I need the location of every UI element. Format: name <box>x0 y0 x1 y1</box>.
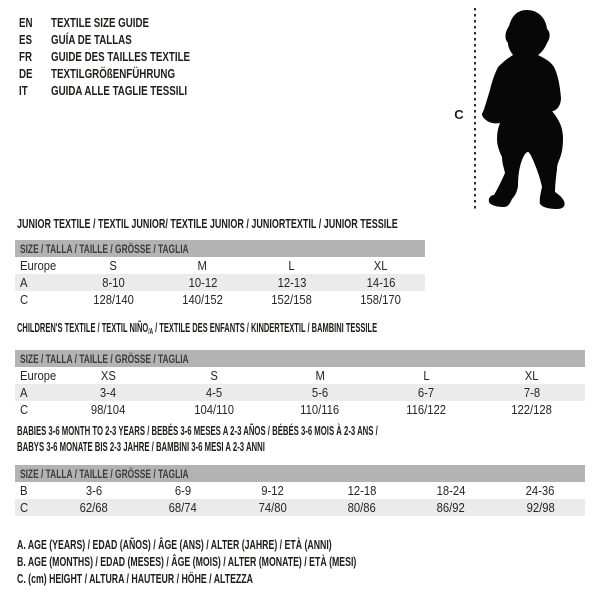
cell-value: 122/128 <box>511 402 553 417</box>
value-cell <box>496 499 585 516</box>
cell-value: 12-18 <box>347 483 377 498</box>
row-label-cell <box>15 291 69 308</box>
babies-section-heading <box>17 423 599 455</box>
value-cell <box>158 274 247 291</box>
language-code: ES <box>19 32 33 47</box>
row-label: C <box>20 402 29 417</box>
size-header-text: SIZE / TALLA / TAILLE / GRÖSSE / TAGLIA <box>20 351 189 366</box>
size-value: L <box>422 368 430 383</box>
value-cell <box>69 274 158 291</box>
language-title: GUIDE DES TAILLES TEXTILE <box>51 49 191 64</box>
cell-value: 6-9 <box>174 483 192 498</box>
footnote-legend <box>17 537 502 588</box>
cell-value: 8-10 <box>102 275 125 290</box>
value-cell <box>228 499 317 516</box>
size-cell <box>55 367 161 384</box>
value-cell <box>69 291 158 308</box>
footnote-b <box>17 554 502 571</box>
value-cell <box>406 499 495 516</box>
size-cell <box>161 367 267 384</box>
language-code: EN <box>19 15 33 30</box>
cell-value: 152/158 <box>271 292 312 307</box>
footnote-a <box>17 537 502 554</box>
footnote-c-text: C. (cm) HEIGHT / ALTURA / HAUTEUR / HÖHE / ALTEZZA <box>17 572 253 586</box>
language-code: IT <box>19 83 28 98</box>
value-cell <box>55 401 161 418</box>
value-cell <box>138 482 227 499</box>
cell-value: 110/116 <box>300 402 340 417</box>
language-title: TEXTILGRÖßENFÜHRUNG <box>51 66 176 81</box>
value-cell <box>406 482 495 499</box>
row-label-cell <box>15 367 55 384</box>
children-heading-part2: / TEXTILE DES ENFANTS / KINDERTEXTIL / BAMBINI TESSILE <box>153 321 378 335</box>
cell-value: 7-8 <box>523 385 541 400</box>
table-row-c <box>15 291 425 308</box>
junior-heading-text: JUNIOR TEXTILE / TEXTIL JUNIOR/ TEXTILE JUNIOR / JUNIORTEXTIL / JUNIOR TESSILE <box>17 217 398 231</box>
row-label: C <box>20 292 29 307</box>
children-size-table <box>15 350 585 418</box>
footnote-b-text: B. AGE (MONTHS) / EDAD (MESES) / ÂGE (MOIS) / ALTER (MONATE) / ETÀ (MESI) <box>17 555 357 569</box>
size-value: XL <box>525 368 539 383</box>
value-cell <box>267 401 373 418</box>
babies-size-table <box>15 465 585 516</box>
table-row-europe <box>15 367 585 384</box>
cell-value: 86/92 <box>436 500 466 515</box>
language-row <box>19 82 229 99</box>
row-label: B <box>20 483 28 498</box>
value-cell <box>55 384 161 401</box>
cell-value: 92/98 <box>526 500 555 515</box>
row-label-cell <box>15 384 55 401</box>
value-cell <box>247 291 336 308</box>
table-row-a <box>15 274 425 291</box>
size-header-text: SIZE / TALLA / TAILLE / GRÖSSE / TAGLIA <box>20 241 189 256</box>
cell-value: 104/110 <box>194 402 234 417</box>
value-cell <box>49 482 138 499</box>
size-header-bar <box>15 350 585 367</box>
size-header-bar <box>15 240 425 257</box>
cell-value: 68/74 <box>168 500 198 515</box>
size-header-bar <box>15 465 585 482</box>
value-cell <box>317 499 406 516</box>
value-cell <box>49 499 138 516</box>
cell-value: 116/122 <box>406 402 446 417</box>
value-cell <box>336 274 425 291</box>
row-label: Europe <box>20 258 57 273</box>
value-cell <box>479 384 585 401</box>
cell-value: 5-6 <box>311 385 329 400</box>
footnote-c <box>17 571 502 588</box>
value-cell <box>247 274 336 291</box>
cell-value: 14-16 <box>366 275 395 290</box>
value-cell <box>496 482 585 499</box>
baby-silhouette-icon <box>455 5 595 220</box>
size-cell <box>479 367 585 384</box>
table-row-a <box>15 384 585 401</box>
cell-value: 9-12 <box>261 483 284 498</box>
value-cell <box>373 401 479 418</box>
size-header-text: SIZE / TALLA / TAILLE / GRÖSSE / TAGLIA <box>20 466 189 481</box>
language-code: DE <box>19 66 33 81</box>
language-row <box>19 48 229 65</box>
value-cell <box>161 401 267 418</box>
cell-value: 128/140 <box>93 292 134 307</box>
value-cell <box>138 499 227 516</box>
table-row-c <box>15 499 585 516</box>
size-cell <box>69 257 158 274</box>
table-row-europe <box>15 257 425 274</box>
row-label: C <box>20 500 29 515</box>
cell-value: 98/104 <box>90 402 126 417</box>
size-cell <box>373 367 479 384</box>
language-title: GUIDA ALLE TAGLIE TESSILI <box>51 83 188 98</box>
cell-value: 62/68 <box>79 500 108 515</box>
cell-value: 4-5 <box>205 385 223 400</box>
cell-value: 80/86 <box>347 500 376 515</box>
cell-value: 6-7 <box>417 385 435 400</box>
size-value: S <box>109 258 118 273</box>
size-value: S <box>210 368 218 383</box>
value-cell <box>228 482 317 499</box>
value-cell <box>479 401 585 418</box>
cell-value: 3-4 <box>99 385 117 400</box>
language-code: FR <box>19 49 33 64</box>
children-heading-subscript: /A <box>148 327 154 336</box>
row-label-cell <box>15 499 49 516</box>
value-cell <box>317 482 406 499</box>
row-label-cell <box>15 401 55 418</box>
language-title: GUÍA DE TALLAS <box>51 32 132 47</box>
language-title-block <box>19 14 229 99</box>
row-label-cell <box>15 482 49 499</box>
babies-heading-line2: BABYS 3-6 MONATE BIS 2-3 JAHRE / BAMBINI 3-6 MESI A 2-3 ANNI <box>17 440 265 454</box>
row-label-cell <box>15 257 69 274</box>
cell-value: 24-36 <box>525 483 555 498</box>
children-heading-part1: CHILDREN'S TEXTILE / TEXTIL NIÑO <box>17 321 149 335</box>
table-row-b <box>15 482 585 499</box>
language-row <box>19 31 229 48</box>
row-label: Europe <box>20 368 57 383</box>
size-cell <box>336 257 425 274</box>
cell-value: 158/170 <box>360 292 401 307</box>
footnote-a-text: A. AGE (YEARS) / EDAD (AÑOS) / ÂGE (ANS) / ALTER (JAHRE) / ETÀ (ANNI) <box>17 538 332 552</box>
row-label: A <box>20 385 28 400</box>
size-value: XS <box>100 368 116 383</box>
size-value: M <box>197 258 208 273</box>
children-heading-text <box>17 321 377 336</box>
babies-heading-line1: BABIES 3-6 MONTH TO 2-3 YEARS / BEBÉS 3-6 MESES A 2-3 AÑOS / BÉBÉS 3-6 MOIS À 2-3 ANS / <box>17 424 378 438</box>
size-cell <box>267 367 373 384</box>
size-cell <box>158 257 247 274</box>
junior-size-table <box>15 240 425 308</box>
language-row <box>19 14 229 31</box>
cell-value: 3-6 <box>85 483 102 498</box>
value-cell <box>267 384 373 401</box>
cell-value: 18-24 <box>436 483 466 498</box>
value-cell <box>373 384 479 401</box>
cell-value: 140/152 <box>182 292 223 307</box>
size-cell <box>247 257 336 274</box>
measure-label-c: C <box>454 107 464 122</box>
row-label-cell <box>15 274 69 291</box>
value-cell <box>336 291 425 308</box>
size-value: XL <box>373 258 388 273</box>
language-row <box>19 65 229 82</box>
language-title: TEXTILE SIZE GUIDE <box>51 15 150 30</box>
value-cell <box>161 384 267 401</box>
size-value: M <box>315 368 325 383</box>
size-value: L <box>288 258 295 273</box>
row-label: A <box>20 275 28 290</box>
table-row-c <box>15 401 585 418</box>
cell-value: 74/80 <box>258 500 287 515</box>
children-section-heading <box>17 321 600 336</box>
cell-value: 12-13 <box>277 275 306 290</box>
value-cell <box>158 291 247 308</box>
junior-section-heading <box>17 217 546 231</box>
cell-value: 10-12 <box>188 275 217 290</box>
